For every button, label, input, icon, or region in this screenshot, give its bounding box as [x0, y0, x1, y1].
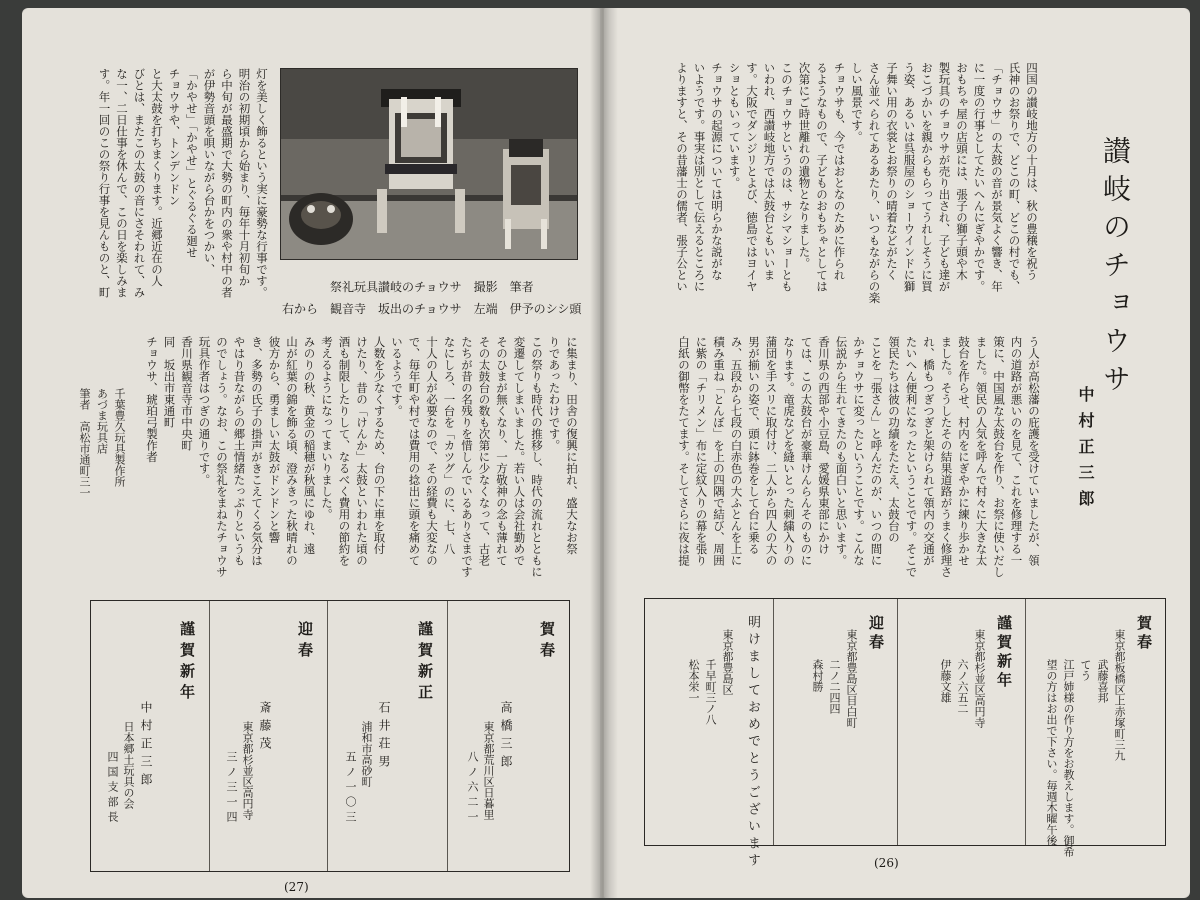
text-column: ショともいっています。 [727, 62, 742, 189]
text-column: みのりの秋、黄金の稲穂が秋風にゆれ、遠 [302, 336, 317, 555]
text-column: 策に、中国風な太鼓台を作り、お祭に使いだし [992, 336, 1006, 578]
greeting-line: 望の方はお出で下さい。毎週木曜午後 [1045, 659, 1058, 846]
text-column: この祭りも時代の推移し、時代の流れとともに [530, 336, 544, 578]
text-column: と大太鼓を打ちまくります。近郷近在の人 [150, 68, 164, 287]
book-spread [22, 8, 1190, 898]
greeting-line: 東京都豊島区目白町 [845, 629, 858, 728]
page-26 [604, 8, 1190, 898]
text-column: 次第にご時世離れの遺物となりました。 [797, 62, 812, 269]
text-column: 同 坂出市東通町 [162, 336, 177, 428]
text-column: るようなもので、子どものおもちゃとしては [815, 62, 829, 292]
credits-text [78, 388, 128, 584]
text-column: チョウサ、琥珀弓製作者 [145, 336, 159, 463]
greeting-heading: 賀春 [538, 621, 556, 663]
greeting-line: 千早町三ノ八 [704, 659, 717, 725]
text-column: 白紙の御幣をたてます。そしてさらに夜は提 [677, 336, 691, 566]
page-number-26: (26) [874, 856, 899, 870]
text-column: 伝説から生れてきたのも面白いと思います。 [834, 336, 849, 566]
text-column: 筆者 高松市通町三一 [78, 388, 91, 498]
text-column: なにしろ、一台を「カツグ」のに、七、八 [442, 336, 457, 555]
text-column: に紫の「チリメン」布に定紋入りの幕を張り [694, 336, 709, 566]
text-column: 千葉豊久玩具製作所 [113, 388, 126, 487]
text-column: す。大阪でダンジリとよび、徳島ではヨイヤ [745, 62, 759, 292]
text-column: 氏神のお祭りで、どこの町、どこの村でも、 [1007, 62, 1022, 292]
text-column: で、毎年町や村では費用の捻出に頭を痛めて [407, 336, 422, 566]
text-column: 彼方から、勇ましい太鼓がドンドンと響 [267, 336, 282, 543]
greeting-number: 三ノ三一四 [225, 751, 238, 826]
text-column: ました。そうしたその結果道路がうまく修理さ [939, 336, 954, 578]
greeting-number: 四国支部長 [106, 751, 119, 826]
text-column: 山が紅葉の錦を飾る頃、澄みきった秋晴れの [285, 336, 299, 566]
greeting-heading: 明けましておめでとうございます [745, 615, 760, 870]
greeting-heading: 賀春 [1135, 615, 1153, 653]
greeting-name: 石井荘男 [377, 701, 391, 773]
left-greetings-box [90, 600, 570, 872]
greeting-line: 六ノ六五二 [956, 659, 969, 714]
text-column: たいへん便利になったということです。そこで [904, 336, 919, 578]
text-column: う人が高松藩の庇護を受けていましたが、領 [1027, 336, 1041, 566]
greeting-line: 伊藤文雄 [939, 659, 952, 703]
text-column: たちが昔の名残りを惜しんでいるありさまです [460, 336, 474, 578]
text-column: おこづかいを親からもらってうれしそうに買 [920, 62, 934, 292]
text-column: 変遷してしまいました。若い人は会社勤めで [512, 336, 527, 566]
greeting-heading: 迎春 [296, 621, 314, 663]
text-column: 香川県観音寺市中央町 [180, 336, 194, 451]
greeting-heading: 謹賀新年 [178, 621, 196, 705]
text-column: 「チョウサ」の太鼓の音が景気よく響き、年 [990, 62, 1004, 292]
text-column: れ、橋もつぎつぎと架けられて領内の交通が [922, 336, 936, 566]
text-column: しい風景です。 [850, 62, 864, 143]
greeting-address: 東京都杉並区高円寺 [241, 721, 254, 820]
greeting-line: 東京都豊島区 [721, 629, 734, 695]
page-number-27: (27) [284, 880, 309, 894]
text-column: 製玩具のチョウサが売り出され、子ども達が [937, 62, 952, 292]
text-column: に集まり、田舎の復興に拍れ、盛大なお祭 [565, 336, 579, 555]
chousa-photo [280, 68, 578, 260]
text-column: 領民たちは彼の功績をたたえ、太鼓台の [887, 336, 901, 543]
text-column: そのひまが無くなり、一方敬神の念も薄れて [495, 336, 509, 566]
text-column: なります。竜虎などを縫いとった刺繍入りの [782, 336, 796, 566]
text-column: 「かやせ」「かやせ」とぐるぐる廻せ [185, 68, 199, 258]
text-column: 十人の人が必要なので、その経費も大変なの [425, 336, 439, 566]
greeting-line: てう [1079, 659, 1092, 681]
text-column: のでしょう。なお、この祭礼をまねたチョウサ [215, 336, 229, 578]
right-lower-text [650, 336, 1042, 586]
text-column: ました。領民の人気を呼んで村々に大きな太 [974, 336, 989, 566]
greeting-line: 武藤喜邦 [1096, 659, 1109, 703]
text-column: あづま玩具店 [95, 388, 109, 454]
photo-caption-1: 祭礼玩具讃岐のチョウサ 撮影 筆者 [330, 280, 534, 294]
text-column: いるようです。 [390, 336, 404, 417]
text-column: 男が揃いの姿で、頭に鉢巻をして台に乗る [747, 336, 761, 555]
greeting-heading: 謹賀新年 [995, 615, 1013, 691]
text-column: 玩具作者はつぎの通りです。 [197, 336, 212, 486]
text-column: 鼓台を作らせ、村内をにぎやかに練り歩かせ [957, 336, 971, 566]
text-column: 香川県の西部や小豆島、愛媛県東部にかけ [817, 336, 831, 555]
greeting-line: 東京都杉並区高円寺 [973, 629, 986, 728]
text-column: な一、二日仕事を休んで、この日を楽しみま [115, 68, 129, 298]
text-column: 人数を少なくするため、台の下に車を取付 [372, 336, 387, 555]
greeting-number: 八ノ六二一 [466, 751, 479, 826]
text-column: 明治の初期頃から始まり、毎年十月初旬か [237, 68, 252, 287]
greeting-line: 東京都板橋区上赤塚町三九 [1113, 629, 1126, 761]
text-column: さん並べられてあるあたり、いつもながらの楽 [867, 62, 882, 304]
text-column: りであったわけです。 [547, 336, 562, 451]
greeting-number: 五ノ一〇三 [344, 751, 357, 826]
photo-caption-2: 右から 観音寺 坂出のチョウサ 左端 伊予のシシ頭 [282, 302, 582, 316]
text-column: けたり、昔の「けんか」太鼓といわれた頃の [355, 336, 369, 566]
text-column: が伊勢音頭を唄いながら台かをつかい、 [202, 68, 217, 275]
greeting-name: 中村正三郎 [139, 701, 153, 791]
text-column: ことを「張さん」と呼んだのが、いつの間に [869, 336, 884, 566]
text-column: に一度の行事としてたいへんにぎやかです。 [972, 62, 987, 292]
greeting-heading: 謹賀新正 [416, 621, 434, 705]
text-column: す。年一回のこの祭り行事を見んものと、町 [97, 68, 112, 298]
text-column: ては、この太鼓台が豪華けんらんそのものに [799, 336, 814, 566]
greeting-address: 日本郷土玩具の会 [122, 721, 135, 809]
text-column: ら中旬が最盛期で大勢の町内の衆や村中の者 [220, 68, 234, 298]
text-column: 子舞い用の衣裳とお祭りの晴着などがたく [885, 62, 899, 281]
left-lower-text [86, 336, 580, 586]
greeting-heading: 迎春 [867, 615, 885, 653]
greeting-address: 浦和市高砂町 [360, 721, 373, 787]
right-upper-text [648, 62, 1040, 324]
text-column: チョウサも、今ではおとなのために作られ [832, 62, 847, 281]
text-column: よりますと、その昔藩士の儒者、張子公とい [675, 62, 689, 292]
text-column: このチョウサというのは、サシマショーとも [780, 62, 794, 292]
text-column: み、五段から七段の白赤色の大ふとんを上に [729, 336, 744, 566]
article-title: 讃岐のチョウサ [1099, 136, 1132, 402]
text-column: 灯を美しく飾るという実に豪勢な行事です。 [255, 68, 269, 298]
text-column: 酒も制限したりして、なるべく費用の節約を [337, 336, 352, 566]
page-27 [22, 8, 600, 898]
text-column: 蒲団を手スリに取付け、二人から四人の大の [764, 336, 779, 566]
left-upper-text [80, 68, 270, 330]
chousa-photo-image [281, 69, 577, 259]
greeting-line: 松本栄一 [687, 659, 700, 703]
text-column: おもちゃ屋の店頭には、張子の獅子頭や木 [955, 62, 969, 281]
text-column: 内の道路が悪いのを見て、これを修理する一 [1009, 336, 1024, 566]
article-author: 中村正三郎 [1076, 386, 1095, 516]
text-column: いわれ、西讃岐地方では太鼓台ともいいま [762, 62, 777, 281]
text-column: 考えるようになってまいりました。 [320, 336, 334, 520]
text-column: き、多勢の氏子の掛声がきこえてくる気分は [250, 336, 264, 566]
greeting-line: 森村勝 [811, 659, 824, 692]
greeting-line: 江戸姉様の作り方をお教えします。御希 [1062, 659, 1075, 857]
greeting-address: 東京都荒川区日暮里 [482, 721, 495, 820]
text-column: やはり昔ながらの郷土情緒たっぷりというも [232, 336, 247, 566]
text-column: チョウサの起源については明らかな説がな [710, 62, 724, 281]
greeting-name: 斎藤茂 [258, 701, 272, 755]
greeting-line: 二ノ二四四 [828, 659, 841, 714]
text-column: 積み重ね「とんぼ」を上の四隅で結び、周囲 [712, 336, 726, 566]
greeting-name: 高橋三郎 [499, 701, 513, 773]
text-column: かチョウサに変ったということです。こんな [852, 336, 866, 566]
text-column: 四国の讃岐地方の十月は、秋の豊穣を祝う [1025, 62, 1039, 281]
text-column: いようです。事実は別として伝えるところに [692, 62, 707, 292]
text-column: びとは、またこの太鼓の音にさそわれて、み [132, 68, 147, 298]
text-column: チョウサや、トンデンドン [167, 68, 182, 206]
text-column: う姿、あるいは呉服屋のショーウインドに獅 [902, 62, 917, 292]
text-column: その太鼓台の数も次第に少なくなって、古老 [477, 336, 492, 566]
